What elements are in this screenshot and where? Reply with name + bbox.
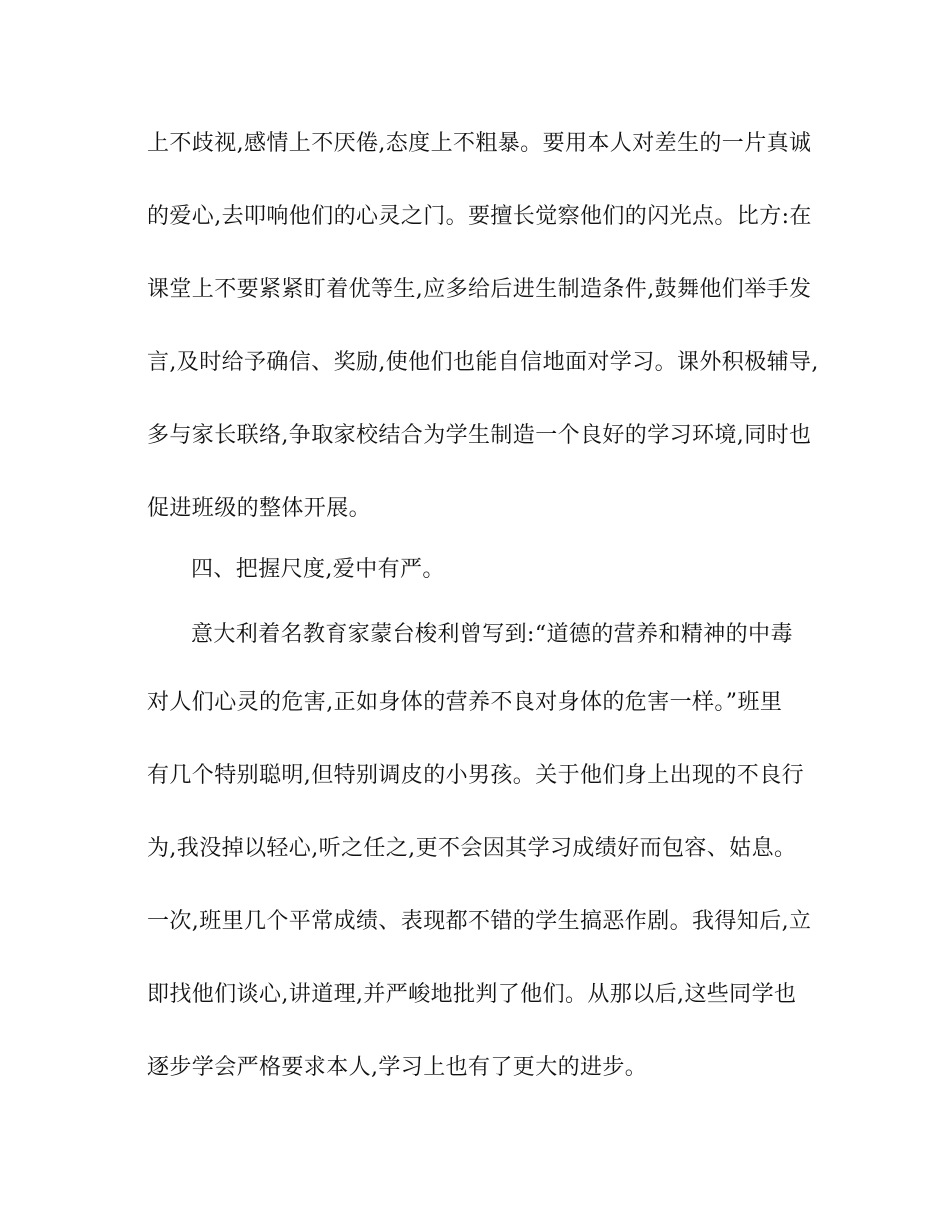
text-line: 促进班级的整体开展。 — [147, 496, 372, 521]
text-line: 有几个特别聪明,但特别调皮的小男孩。关于他们身上出现的不良行 — [147, 763, 804, 788]
paragraph-first-line: 意大利着名教育家蒙台梭利曾写到:“道德的营养和精神的中毒 — [191, 622, 793, 647]
text-line: 言,及时给予确信、奖励,使他们也能自信地面对学习。课外积极辅导, — [147, 350, 819, 375]
text-line: 课堂上不要紧紧盯着优等生,应多给后进生制造条件,鼓舞他们举手发 — [147, 277, 812, 302]
text-line: 为,我没掉以轻心,听之任之,更不会因其学习成绩好而包容、姑息。 — [147, 836, 797, 861]
text-line: 一次,班里几个平常成绩、表现都不错的学生搞恶作剧。我得知后,立 — [147, 909, 812, 934]
text-line: 的爱心,去叩响他们的心灵之门。要擅长觉察他们的闪光点。比方:在 — [147, 204, 812, 229]
text-line: 上不歧视,感情上不厌倦,态度上不粗暴。要用本人对差生的一片真诚 — [147, 131, 812, 156]
text-line: 多与家长联络,争取家校结合为学生制造一个良好的学习环境,同时也 — [147, 423, 812, 448]
text-line: 对人们心灵的危害,正如身体的营养不良对身体的危害一样。”班里 — [147, 690, 783, 715]
text-line: 逐步学会严格要求本人,学习上也有了更大的进步。 — [147, 1055, 648, 1080]
section-heading: 四、把握尺度,爱中有严。 — [191, 557, 445, 582]
text-line: 即找他们谈心,讲道理,并严峻地批判了他们。从那以后,这些同学也 — [147, 982, 797, 1007]
